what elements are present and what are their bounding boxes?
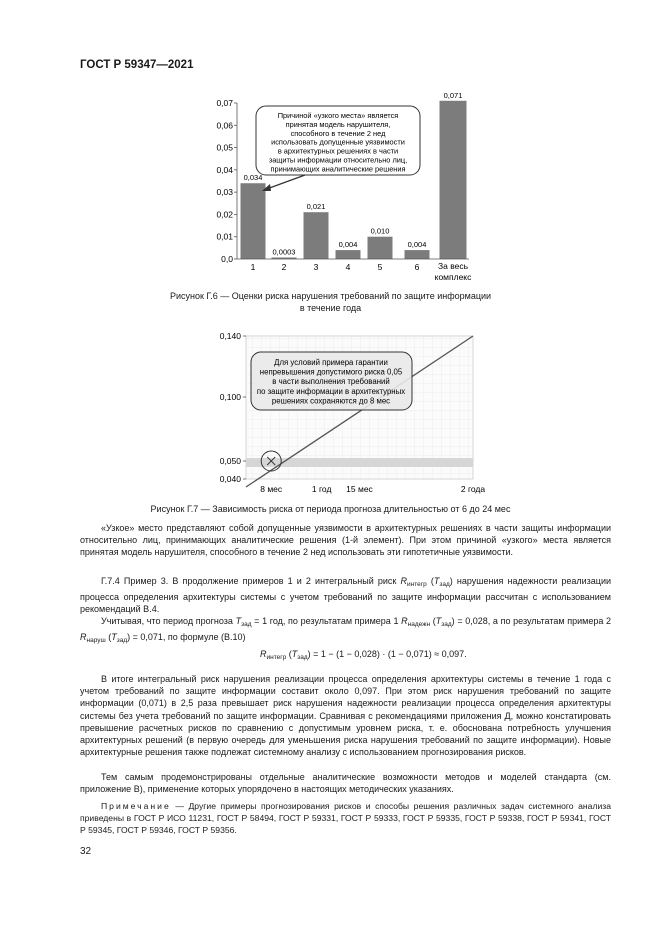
- paragraph-1: «Узкое» место представляют собой допущенные уязвимости в архитектурных решениях в части защиты информации относительно лиц, принимающих аналитические решения (1-й элемент). При этом причиной «узкого» места является принятая модель нарушителя, способного в течение 2 нед использовать эти гипотетичные уязвимости.: [80, 523, 611, 558]
- g6-x-label-last-2: комплекс: [434, 272, 472, 282]
- formula-integral-risk: $R_{интегр}$ $(T_{зад}) = 1 - (1 - 0,028) \cdot (1 - 0,071) \approx 0,097$.: [260, 649, 467, 661]
- g6-bar: [241, 183, 266, 259]
- g6-bar: [368, 237, 393, 259]
- g6-x-label-last-1: За весь: [437, 261, 469, 271]
- g6-y-tick-label: 0,02: [216, 209, 233, 220]
- g6-x-tick-label: 3: [313, 262, 319, 272]
- g6-x-tick-label: 4: [345, 262, 351, 272]
- g6-x-tick-label: 6: [414, 262, 420, 272]
- g6-x-tick-label: 5: [377, 262, 383, 272]
- g7-callout-line: Для условий примера гарантии: [274, 358, 388, 367]
- paragraph-2: Г.7.4 Пример 3. В продолжение примеров 1 и 2 интегральный риск $R_{интегр}$ $(T_{зад})$ нарушения надежности реализации процесса определения архитектуры системы с учетом требований по защите информации рассчитан с использованием рекомендаций В.4.: [80, 576, 612, 615]
- g6-bar-label: 0,004: [407, 240, 427, 250]
- g7-x-tick-label: 2 года: [460, 484, 486, 494]
- g6-y-tick-label: 0,01: [216, 231, 233, 242]
- note-label: Примечание: [101, 801, 171, 811]
- g7-x-tick-label: 1 год: [311, 484, 332, 494]
- g7-callout-line: решениях сохраняются до 8 мес: [271, 396, 391, 406]
- note: Примечание — Другие примеры прогнозирования рисков и способы решения различных задач системного анализа приведены в ГОСТ Р ИСО 11231, ГОСТ Р 58494, ГОСТ Р 59331, ГОСТ Р 59333, ГОСТ Р 59335, ГОСТ Р 59338, ГОСТ Р 59341, ГОСТ Р 59345, ГОСТ Р 59346, ГОСТ Р 59356.: [80, 801, 611, 836]
- g7-x-tick-label: 15 мес: [346, 484, 373, 494]
- g6-bar: [304, 212, 329, 259]
- g6-y-tick-label: 0,06: [216, 120, 233, 131]
- g7-callout-line: в части выполнения требований: [272, 377, 390, 387]
- g6-bar-label: 0,021: [306, 202, 326, 212]
- figure-g7-line-chart: [0, 320, 661, 500]
- g6-bar-label: 0,071: [443, 90, 463, 100]
- g6-bar: [336, 250, 361, 259]
- g6-y-tick-label: 0,0: [221, 254, 233, 264]
- g7-callout-line: по защите информации в архитектурных: [256, 386, 406, 396]
- g6-callout-line: в архитектурных решениях в части: [277, 146, 399, 156]
- g6-bar: [440, 101, 467, 259]
- g6-callout-line: Причиной «узкого места» является: [277, 111, 399, 120]
- g7-y-tick-label: 0,140: [219, 331, 241, 341]
- g6-callout-line: способного в течение 2 нед: [290, 128, 386, 138]
- g6-y-tick-label: 0,07: [216, 98, 233, 108]
- paragraph-3: Учитывая, что период прогноза $T_{зад} = 1$ год, по результатам примера 1 $R_{надежн}$ $(T_{зад}) = 0,028$, а по результатам примера 2 $R_{наруш}$ $(T_{зад}) = 0,071$, по формуле (В.10): [80, 616, 612, 645]
- g6-callout-line: использовать допущенные уязвимости: [271, 137, 405, 147]
- g6-bar-label: 0,0003: [272, 247, 296, 257]
- paragraph-5: Тем самым продемонстрированы отдельные аналитические возможности методов и моделей стандарта (см. приложение В), применение которых упорядочено в настоящих методических указаниях.: [80, 772, 611, 795]
- g6-callout-line: защиты информации относительно лиц,: [268, 155, 408, 165]
- g7-x-tick-label: 8 мес: [260, 484, 283, 494]
- g6-x-tick-label: 2: [281, 262, 287, 272]
- g7-callout-line: непревышения допустимого риска 0,05: [259, 367, 403, 377]
- g6-y-tick-label: 0,03: [216, 187, 233, 198]
- figure-g7-caption: Рисунок Г.7 — Зависимость риска от периода прогноза длительностью от 6 до 24 мес: [150, 504, 511, 514]
- g6-callout-line: принимающих аналитические решения: [270, 164, 406, 174]
- g6-bar: [405, 250, 430, 259]
- g6-bar-label: 0,004: [338, 240, 358, 250]
- g7-y-tick-label: 0,100: [219, 392, 241, 402]
- g6-callout-line: принятая модель нарушителя,: [285, 119, 391, 129]
- g6-x-tick-label: 1: [250, 262, 256, 272]
- paragraph-4: В итоге интегральный риск нарушения реализации процесса определения архитектуры системы в течение 1 года с учетом требований по защите информации составит около 0,097. При этом риск нарушения требований по защите информации (0,071) в 2,5 раза превышает риск нарушения надежности реализации процесса определения архитектуры системы без учета требований по защите информации. Сравнивая с рекомендациями приложения Д, можно констатировать превышение расчетных рисков по сравнению с допустимым уровнем риска, т. е. обоснована потребность улучшения архитектурных решений (в первую очередь для уменьшения риска нарушения требований по защите информации). Новые архитектурные решения также подлежат системному анализу с использованием прогнозирования рисков.: [80, 674, 611, 758]
- g6-y-tick-label: 0,04: [216, 164, 233, 175]
- document-header: ГОСТ Р 59347—2021: [80, 59, 194, 71]
- page-number: 32: [80, 846, 92, 857]
- g6-bar-label: 0,010: [370, 226, 390, 236]
- g7-y-tick-label: 0,040: [219, 474, 241, 484]
- figure-g6-caption-line1: Рисунок Г.6 — Оценки риска нарушения требований по защите информации: [169, 291, 492, 301]
- g7-y-tick-label: 0,050: [219, 456, 241, 466]
- g6-y-tick-label: 0,05: [216, 142, 233, 153]
- figure-g6-caption-line2: в течение года: [299, 303, 362, 313]
- figure-g6-bar-chart: [0, 0, 661, 300]
- g6-bar-label: 0,034: [243, 173, 263, 183]
